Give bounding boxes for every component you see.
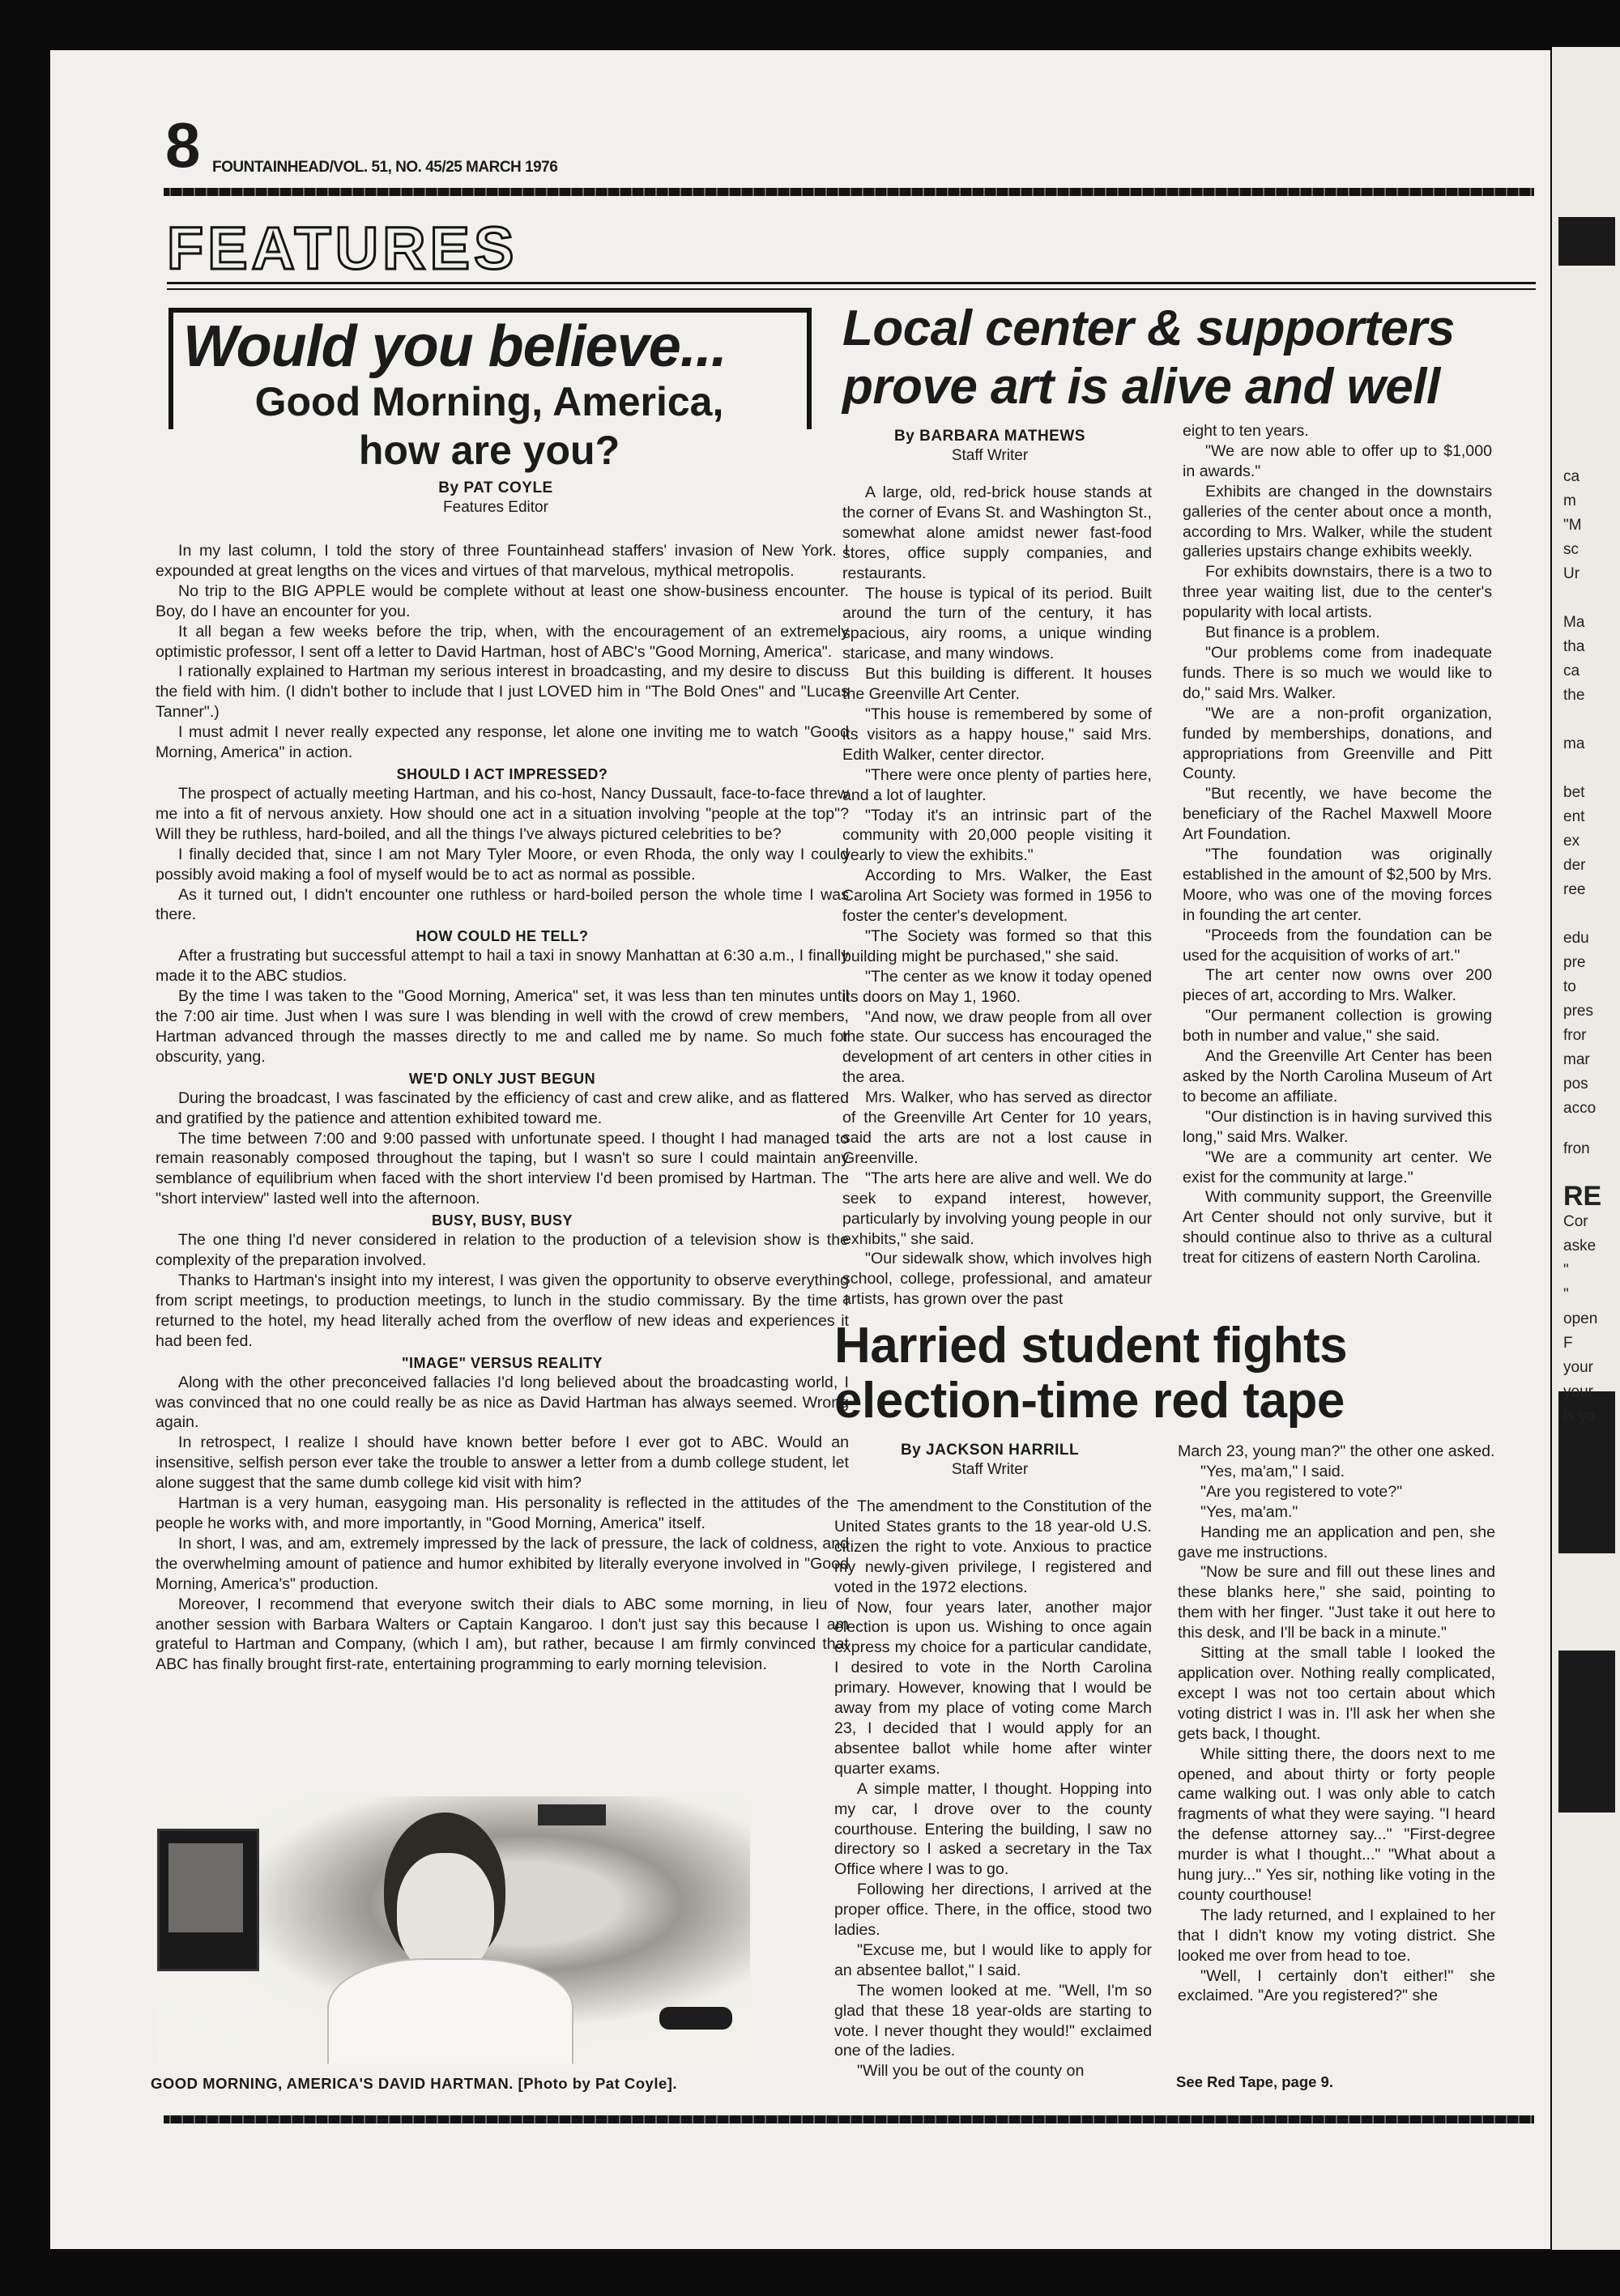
- edge-text: tha: [1563, 638, 1585, 655]
- paragraph: According to Mrs. Walker, the East Carolina Art Society was formed in 1956 to foster the center's development.: [842, 867, 1152, 926]
- article3-headline-2: election-time red tape: [834, 1373, 1345, 1429]
- footer-rule: [164, 2115, 1534, 2123]
- subhead-act-impressed: SHOULD I ACT IMPRESSED?: [396, 765, 608, 782]
- article2-col1: [842, 483, 1152, 1310]
- edge-text: ": [1563, 1286, 1569, 1303]
- paragraph: "Are you registered to vote?": [1200, 1482, 1403, 1501]
- article3-col1: [834, 1497, 1152, 2081]
- edge-text: mar: [1563, 1051, 1590, 1068]
- paragraph: Sitting at the small table I looked the application over. Nothing really complicated, except I was not too certain about which voting district I was in. I'll ask her when she gets back, I thought.: [1178, 1644, 1495, 1743]
- paragraph: With community support, the Greenville Art Center should not only survive, but it should continue also to thrive as a cultural treat for citizens of eastern North Carolina.: [1183, 1188, 1492, 1267]
- wall-picture: [538, 1804, 606, 1825]
- paragraph: Thanks to Hartman's insight into my interest, I was given the opportunity to observe everything from script meetings, to production meetings, to lunch in the studio commissary. By the time I returned to the hotel, my head literally ached from the overflow of new ideas and experiences it had been fed.: [156, 1272, 849, 1350]
- paragraph: "We are a non-profit organization, funded by memberships, donations, and appropriations from Greenville and Pitt County.: [1183, 704, 1492, 783]
- edge-text: the: [1563, 687, 1585, 704]
- paragraph: Moreover, I recommend that everyone switch their dials to ABC some morning, in lieu of another session with Barbara Walters or Captain Kangaroo. I don't just say this because I am grateful to Hartman and Company, (which I am), but rather, because I am firmly convinced that ABC has finally brought first-rate, entertaining programming to early morning television.: [156, 1595, 849, 1674]
- paragraph: The prospect of actually meeting Hartman, and his co-host, Nancy Dussault, face-to-face threw me into a fit of nervous anxiety. How should one act in a situation involving "people at the top"? Will they be ruthless, hard-boiled, and all the things I've always pictured celebrities to be?: [156, 784, 849, 843]
- tv-screen: [168, 1843, 243, 1932]
- edge-text: ree: [1563, 881, 1586, 898]
- face: [397, 1853, 494, 1974]
- newspaper-page: [50, 50, 1550, 2249]
- edge-text: your: [1563, 1383, 1593, 1400]
- edge-text: ex: [1563, 833, 1580, 850]
- article2-headline-2: prove art is alive and well: [842, 359, 1440, 415]
- edge-text: der: [1563, 857, 1586, 874]
- article1-byline: By PAT COYLE: [438, 479, 553, 496]
- folio-line: FOUNTAINHEAD/VOL. 51, NO. 45/25 MARCH 1976: [212, 159, 558, 176]
- subhead-only-begun: WE'D ONLY JUST BEGUN: [408, 1070, 596, 1087]
- paragraph: The house is typical of its period. Built around the turn of the century, it has spacious, airy rooms, a unique winding staricase, and many windows.: [842, 584, 1152, 663]
- paragraph: The lady returned, and I explained to her that I didn't know my voting district. She looked me over from head to toe.: [1178, 1906, 1495, 1965]
- paragraph: "Excuse me, but I would like to apply for an absentee ballot," I said.: [834, 1940, 1152, 1979]
- paragraph: eight to ten years.: [1183, 422, 1309, 440]
- edge-text: open: [1563, 1310, 1598, 1327]
- paragraph: "We are now able to offer up to $1,000 in awards.": [1183, 441, 1492, 480]
- paragraph: By the time I was taken to the "Good Morning, America" set, it was less than ten minutes until the 7:00 air time. Just when I was sure I was blending in well with the crowd of crew members, Hartman advanced through the masses directly to me and called me by name. So much for obscurity, yang.: [156, 987, 849, 1066]
- paragraph: "Our sidewalk show, which involves high school, college, professional, and amateur artists, has grown over the past: [842, 1250, 1152, 1309]
- paragraph: "The arts here are alive and well. We do seek to expand interest, however, particularly by involving young people in our exhibits," she said.: [842, 1169, 1152, 1248]
- paragraph: As it turned out, I didn't encounter one ruthless or hard-boiled person the whole time I was there.: [156, 885, 849, 924]
- edge-text: acco: [1563, 1100, 1597, 1117]
- dark-object: [659, 2007, 732, 2030]
- section-title: FEATURES: [167, 215, 518, 282]
- paragraph: Mrs. Walker, who has served as director of the Greenville Art Center for 10 years, said the arts are not a lost cause in Greenville.: [842, 1088, 1152, 1167]
- subhead-how-tell: HOW COULD HE TELL?: [416, 928, 589, 945]
- paragraph: March 23, young man?" the other one asked.: [1178, 1442, 1495, 1460]
- paragraph: I must admit I never really expected any response, let alone one inviting me to watch "Good Morning, America" in action.: [156, 723, 849, 762]
- edge-text: is yo: [1563, 1408, 1596, 1425]
- edge-text: sc: [1563, 541, 1579, 558]
- article1-subhead: Good Morning, America, how are you?: [254, 379, 724, 473]
- article2-col2: [1183, 421, 1492, 1268]
- edge-text: ent: [1563, 808, 1585, 825]
- edge-text: RE: [1563, 1181, 1602, 1212]
- paragraph: Following her directions, I arrived at the proper office. There, in the office, stood two ladies.: [834, 1881, 1152, 1940]
- paragraph: "There were once plenty of parties here, and a lot of laughter.: [842, 765, 1152, 804]
- article3-role: Staff Writer: [951, 1461, 1029, 1478]
- article2-role: Staff Writer: [951, 447, 1029, 464]
- article1-headline: Would you believe...: [183, 314, 727, 379]
- edge-bar-3: [1558, 1651, 1615, 1813]
- paragraph: For exhibits downstairs, there is a two to three year waiting list, due to the center's popularity with local artists.: [1183, 563, 1492, 622]
- article2-headline-1: Local center & supporters: [842, 300, 1455, 356]
- paragraph: "Yes, ma'am," I said.: [1200, 1462, 1345, 1480]
- paragraph: I rationally explained to Hartman my serious interest in broadcasting, and my desire to discuss the field with him. (I didn't bother to include that I just LOVED him in "The Bold Ones" and "Lucas Tanner".): [156, 662, 849, 722]
- edge-text: Ma: [1563, 614, 1585, 631]
- edge-text: pos: [1563, 1076, 1588, 1093]
- edge-text: ma: [1563, 735, 1585, 752]
- hartman-photo: [157, 1796, 750, 2064]
- article3-headline-1: Harried student fights: [834, 1318, 1348, 1374]
- paragraph: A simple matter, I thought. Hopping into my car, I drove over to the county courthouse. Entering the building, I saw no directory so I asked a secretary in the Tax Office where I was to go.: [834, 1779, 1152, 1879]
- paragraph: While sitting there, the doors next to me opened, and about thirty or forty people came walking out. I was only able to catch fragments of what they were saying. "I heard the defense attorney say..." "First-degree murder is what I thought..." "What about a hung jury..." Yes sir, nothing like voting in the county courthouse!: [1178, 1744, 1495, 1904]
- paragraph: The amendment to the Constitution of the United States grants to the 18 year-old U.S. citizen the right to vote. Anxious to practice my newly-given privilege, I registered and voted in the 1972 elections.: [834, 1497, 1152, 1596]
- paragraph: A large, old, red-brick house stands at the corner of Evans St. and Washington St., somewhat alone amidst newer fast-food stores, office supply companies, and restaurants.: [842, 483, 1152, 582]
- caption-credit: [Photo by Pat Coyle].: [518, 2075, 678, 2092]
- edge-bar-1: [1558, 217, 1615, 266]
- photo-caption: [151, 2075, 677, 2093]
- article1-body: [156, 541, 849, 1675]
- paragraph: Now, four years later, another major election is upon us. Wishing to once again express my choice for a particular candidate, I desired to vote in the North Carolina primary. However, knowing that I would be away from my place of voting come March 23, I decided that I would apply for an absentee ballot while home after winter quarter exams.: [834, 1598, 1152, 1778]
- paragraph: Hartman is a very human, easygoing man. His personality is reflected in the attitudes of the people he works with, and more importantly, in "Good Morning, America" itself.: [156, 1494, 849, 1532]
- paragraph: "We are a community art center. We exist for the community at large.": [1183, 1148, 1492, 1186]
- edge-text: pre: [1563, 954, 1586, 971]
- paragraph: "The foundation was originally established in the amount of $2,500 by Mrs. Moore, who was one of the moving forces in founding the art center.: [1183, 846, 1492, 924]
- shirt: [327, 1958, 573, 2064]
- paragraph: "Well, I certainly don't either!" she exclaimed. "Are you registered?" she: [1178, 1966, 1495, 2005]
- paragraph: "This house is remembered by some of its visitors as a happy house," said Mrs. Edith Walker, center director.: [842, 705, 1152, 764]
- edge-text: pres: [1563, 1003, 1593, 1020]
- paragraph: The time between 7:00 and 9:00 passed with unfortunate speed. I thought I had managed to remain reasonably composed throughout the taping, but I wasn't so sure I could maintain any semblance of equilibrium when faced with the short interview I'd been promised by Hartman. The "short interview" lasted well into the afternoon.: [156, 1129, 849, 1208]
- paragraph: After a frustrating but successful attempt to hail a taxi in snowy Manhattan at 6:30 a.m., I finally made it to the ABC studios.: [156, 947, 849, 986]
- paragraph: I finally decided that, since I am not Mary Tyler Moore, or even Rhoda, the only way I could possibly avoid making a fool of myself would be to act as normal as possible.: [156, 845, 849, 884]
- edge-text: "M: [1563, 517, 1582, 534]
- paragraph: "Yes, ma'am.": [1200, 1502, 1298, 1521]
- edge-text: m: [1563, 492, 1576, 509]
- next-page-edge: [1552, 47, 1620, 2250]
- edge-text: F: [1563, 1335, 1573, 1352]
- paragraph: The one thing I'd never considered in relation to the production of a television show is the complexity of the preparation involved.: [156, 1231, 849, 1270]
- paragraph: And the Greenville Art Center has been asked by the North Carolina Museum of Art to become an affiliate.: [1183, 1047, 1492, 1105]
- edge-text: Cor: [1563, 1213, 1588, 1230]
- paragraph: "Will you be out of the county on: [857, 2062, 1085, 2081]
- paragraph: The art center now owns over 200 pieces of art, according to Mrs. Walker.: [1183, 966, 1492, 1005]
- paragraph: "Our permanent collection is growing both in number and value," she said.: [1183, 1007, 1492, 1046]
- paragraph: During the broadcast, I was fascinated by the efficiency of cast and crew alike, and as flattered and gratified by the patience and attention exhibited toward me.: [156, 1088, 849, 1127]
- paragraph: "And now, we draw people from all over the state. Our success has encouraged the development of art centers in other cities in the area.: [842, 1007, 1152, 1087]
- edge-text: to: [1563, 978, 1576, 995]
- paragraph: In short, I was, and am, extremely impressed by the lack of pressure, the lack of coldness, and the overwhelming amount of patience and humor exhibited by literally everyone involved in "Good Morning, America's" production.: [156, 1534, 849, 1593]
- paragraph: Exhibits are changed in the downstairs galleries of the center about once a month, according to Mrs. Walker, while the student galleries upstairs change exhibits weekly.: [1183, 482, 1492, 561]
- paragraph: The women looked at me. "Well, I'm so glad that these 18 year-olds are starting to vote. I never thought they would!" exclaimed one of the ladies.: [834, 1981, 1152, 2060]
- paragraph: "Our problems come from inadequate funds. There is so much we would like to do," said Mrs. Walker.: [1183, 643, 1492, 702]
- edge-text: ": [1563, 1262, 1569, 1279]
- paragraph: "Today it's an intrinsic part of the community with 20,000 people visiting it yearly to view the exhibits.": [842, 806, 1152, 865]
- subhead-image-reality: "IMAGE" VERSUS REALITY: [401, 1354, 603, 1371]
- paragraph: In retrospect, I realize I should have known better before I ever got to ABC. Would an insensitive, selfish person ever take the trouble to answer a letter from a dumb college student, let alone suggest that the same dumb college kid visit with him?: [156, 1433, 849, 1493]
- paragraph: But this building is different. It houses the Greenville Art Center.: [842, 665, 1152, 704]
- page-number: 8: [165, 109, 201, 181]
- paragraph: In my last column, I told the story of three Fountainhead staffers' invasion of New York. I expounded at great lengths on the vices and virtues of that marvelous, mythical metropolis.: [156, 542, 849, 580]
- caption-text: GOOD MORNING, AMERICA'S DAVID HARTMAN.: [151, 2075, 514, 2092]
- section-rule: [167, 282, 1536, 284]
- edge-text: fror: [1563, 1027, 1587, 1044]
- edge-text: ca: [1563, 468, 1580, 485]
- edge-text: edu: [1563, 930, 1589, 947]
- edge-text: aske: [1563, 1237, 1597, 1254]
- edge-text: bet: [1563, 784, 1585, 801]
- paragraph: "Now be sure and fill out these lines and these blanks here," she said, pointing to them with her finger. "Just take it out here to this desk, and I'll be back in a minute.": [1178, 1563, 1495, 1642]
- edge-text: fron: [1563, 1140, 1590, 1157]
- article3-byline: By JACKSON HARRILL: [900, 1442, 1080, 1459]
- edge-text: your: [1563, 1359, 1593, 1376]
- edge-text: ca: [1563, 662, 1580, 679]
- article3-col2: [1178, 1442, 1495, 2006]
- paragraph: Along with the other preconceived fallacies I'd long believed about the broadcasting world, I was convinced that no one could really be as nice as David Hartman has always seemed. Wrong again.: [156, 1373, 849, 1432]
- paragraph: It all began a few weeks before the trip, when, with the encouragement of an extremely optimistic professor, I sent off a letter to David Hartman, host of ABC's "Good Morning, America".: [156, 622, 849, 661]
- section-rule-2: [167, 288, 1536, 290]
- subhead-busy: BUSY, BUSY, BUSY: [431, 1212, 573, 1229]
- article1-role: Features Editor: [443, 499, 548, 516]
- continued-line: See Red Tape, page 9.: [1176, 2073, 1333, 2090]
- edge-text: Ur: [1563, 565, 1580, 582]
- header-rule: [164, 188, 1534, 196]
- paragraph: "The Society was formed so that this building might be purchased," she said.: [842, 926, 1152, 965]
- paragraph: "Proceeds from the foundation can be used for the acquisition of works of art.": [1183, 926, 1492, 965]
- article2-byline: By BARBARA MATHEWS: [894, 428, 1085, 445]
- paragraph: "Our distinction is in having survived this long," said Mrs. Walker.: [1183, 1107, 1492, 1146]
- paragraph: "The center as we know it today opened its doors on May 1, 1960.: [842, 967, 1152, 1006]
- paragraph: No trip to the BIG APPLE would be complete without at least one show-business encounter. Boy, do I have an encounter for you.: [156, 581, 849, 620]
- paragraph: But finance is a problem.: [1205, 624, 1380, 642]
- paragraph: Handing me an application and pen, she gave me instructions.: [1178, 1523, 1495, 1561]
- paragraph: "But recently, we have become the beneficiary of the Rachel Maxwell Moore Art Foundation.: [1183, 785, 1492, 844]
